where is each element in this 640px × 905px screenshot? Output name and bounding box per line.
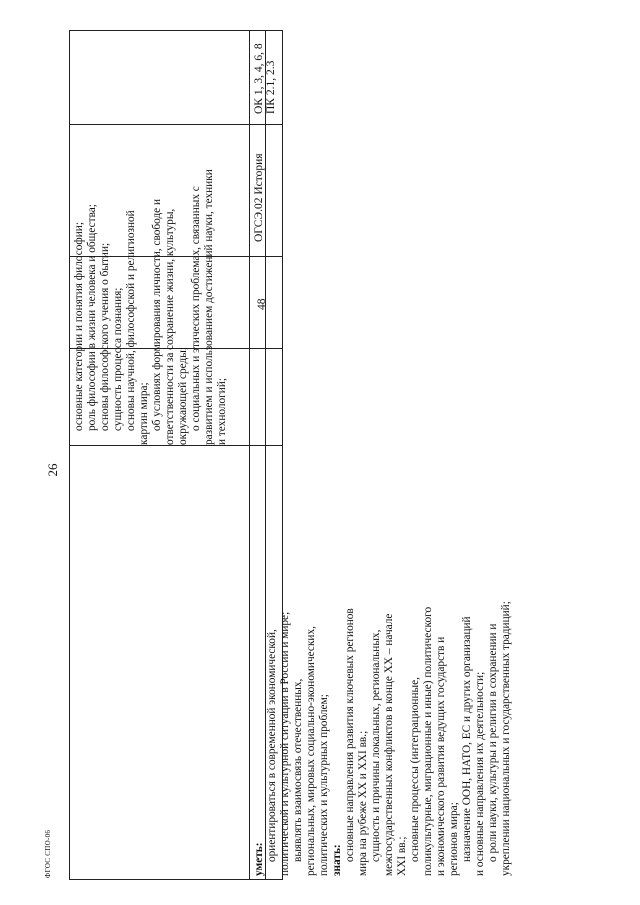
competency-codes: [253, 43, 277, 114]
history-line: о роли науки, культуры и религии в сохранении и: [487, 623, 499, 862]
history-line: основные направления развития ключевых регионов: [344, 608, 356, 862]
history-line: ориентироваться в современной экономической,: [266, 629, 278, 862]
skills-heading: уметь:: [253, 842, 265, 876]
knowledge-heading: знать:: [331, 844, 343, 876]
hours-value: 48: [256, 298, 268, 310]
philosophy-line: окружающей среды;: [177, 347, 189, 445]
history-line: укреплении национальных и государственных традиций;: [500, 601, 512, 876]
row-divider-1: [249, 31, 250, 879]
history-line: основные процессы (интеграционные,: [409, 677, 421, 862]
history-line: сущность и причины локальных, региональных,: [370, 629, 382, 862]
philosophy-line: о социальных и этических проблемах, связанных с: [190, 186, 202, 431]
history-line: и экономического развития ведущих государств и: [435, 636, 447, 876]
philosophy-line: и технологий;: [216, 377, 228, 445]
history-line: поликультурные, миграционные и иные) политического: [422, 606, 434, 876]
history-line: назначение ООН, НАТО, ЕС и других организаций: [461, 616, 473, 862]
history-line: регионов мира;: [448, 802, 460, 876]
history-line: региональных, мировых социально-экономических,: [305, 626, 317, 876]
philosophy-line: основные категории и понятия философии;: [73, 222, 85, 431]
general-competencies: ОК 1, 3, 4, 6, 8: [253, 43, 265, 114]
history-line: XXI вв.;: [396, 836, 408, 876]
philosophy-line: основы научной, философской и религиозной: [125, 210, 137, 431]
philosophy-line: сущность процесса познания;: [112, 287, 124, 431]
history-line: межгосударственных конфликтов в конце XX – начале: [383, 613, 395, 876]
history-competency-list: [253, 456, 513, 876]
philosophy-line: картин мира;: [138, 382, 150, 445]
philosophy-line: основы философского учения о бытии;: [99, 242, 111, 431]
history-line: мира на рубеже XX и XXI вв.;: [357, 730, 369, 876]
history-line: выявлять взаимосвязь отечественных,: [292, 678, 304, 862]
history-line: политических и культурных проблем;: [318, 694, 330, 876]
philosophy-line: развитием и использованием достижений науки, техники: [203, 169, 215, 445]
philosophy-line: об условиях формирования личности, свободе и: [151, 198, 163, 431]
discipline-code: ОГСЭ.02 История: [253, 153, 265, 242]
page-number: 26: [45, 463, 60, 477]
philosophy-line: ответственности за сохранение жизни, культуры,: [164, 208, 176, 445]
professional-competencies: ПК 2.1, 2.3: [265, 60, 277, 114]
footer-document-code: ФГОС СПО-06: [44, 829, 52, 879]
history-line: политической и культурной ситуации в России и мире;: [279, 611, 291, 876]
philosophy-line: роль философии в жизни человека и общества;: [86, 204, 98, 431]
philosophy-competency-list: [73, 25, 229, 445]
history-line: и основные направления их деятельности;: [474, 671, 486, 876]
column-divider-text: [70, 445, 282, 446]
